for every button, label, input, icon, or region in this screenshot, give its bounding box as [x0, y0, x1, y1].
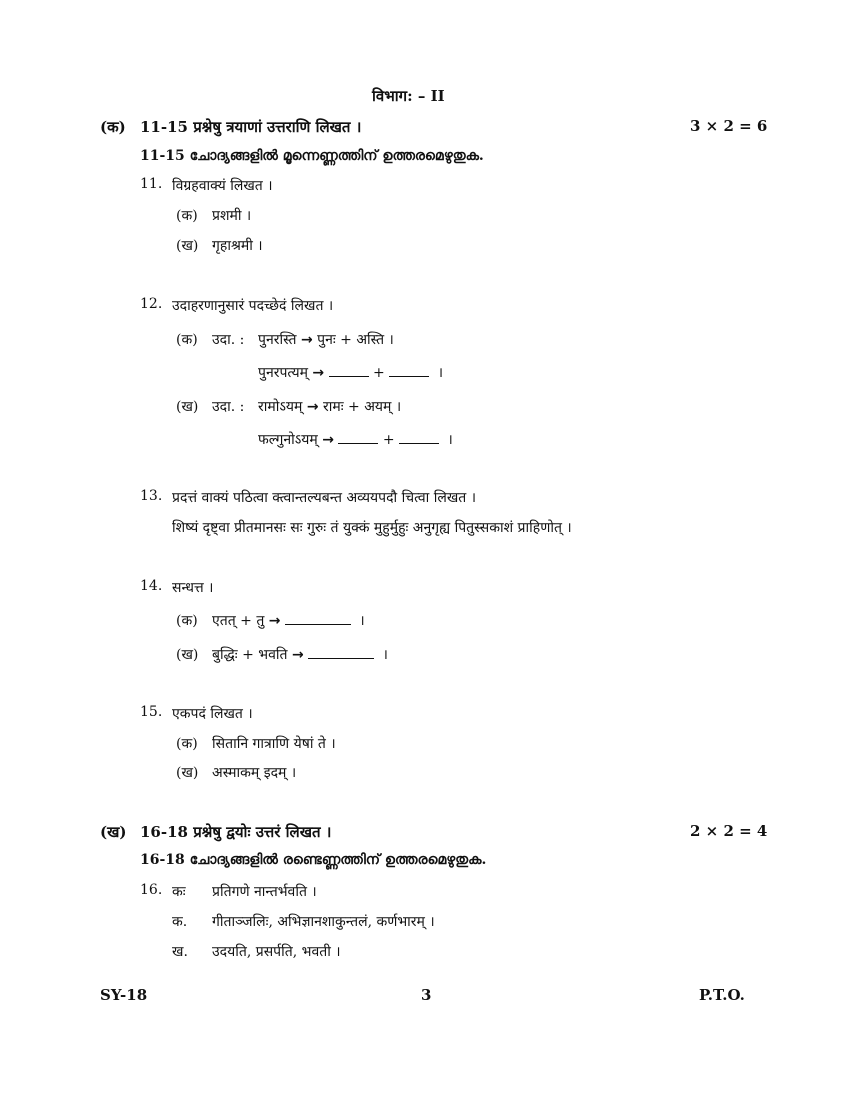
part-b-label: (ख) [100, 823, 127, 841]
arrow-icon: → [300, 332, 313, 348]
footer-page-number: 3 [421, 986, 432, 1004]
q12-a-example-rhs: पुनः + अस्ति । [317, 332, 394, 348]
part-a-label: (क) [100, 118, 126, 136]
part-a-marks: 3 × 2 = 6 [690, 117, 768, 135]
plus-sign: + [373, 365, 385, 381]
danda: । [447, 432, 453, 448]
q14-a [212, 611, 365, 630]
q12-b-question-word: फल्गुनोऽयम् [258, 432, 318, 448]
q12-b-question [258, 430, 453, 449]
q12-a-example [258, 330, 394, 349]
q15-b-text: अस्माकम् इदम् । [212, 765, 297, 781]
q15-b-label: (ख) [176, 765, 199, 781]
q12-a-uda: उदा. : [212, 332, 245, 348]
q14-text: सन्धत्त । [172, 580, 214, 596]
q14-a-label: (क) [176, 613, 198, 629]
q16-number: 16. [140, 882, 163, 898]
q12-b-example [258, 397, 401, 416]
q11-number: 11. [140, 176, 163, 192]
answer-blank[interactable] [338, 431, 378, 444]
q13-sentence: शिष्यं दृष्ट्वा प्रीतमानसः सः गुरुः तं युक्कं मुहुर्मुहुः अनुगृह्य पितुस्सकाशं प्राहिणोत् । [172, 520, 572, 536]
danda: । [382, 647, 388, 663]
q14-b-text: बुद्धिः + भवति [212, 647, 288, 663]
answer-blank[interactable] [308, 646, 374, 659]
q11-a-text: प्रशमी । [212, 208, 252, 224]
q13-number: 13. [140, 488, 163, 504]
q16-b-label: ख. [172, 944, 188, 960]
answer-blank[interactable] [329, 364, 369, 377]
answer-blank[interactable] [389, 364, 429, 377]
q15-number: 15. [140, 704, 163, 720]
q16-text: प्रतिगणे नान्तर्भवति । [212, 884, 317, 900]
danda: । [359, 613, 365, 629]
q15-a-label: (क) [176, 736, 198, 752]
q12-b-example-lhs: रामोऽयम् [258, 399, 303, 415]
q16-a-label: क. [172, 914, 188, 930]
arrow-icon: → [291, 647, 304, 663]
answer-blank[interactable] [285, 612, 351, 625]
part-a-malayalam-instruction: 11-15 ചോദ്യങ്ങളിൽ മൂന്നെണ്ണത്തിന് ഉത്തരമെഴുതുക. [140, 148, 484, 164]
q14-b [212, 645, 388, 664]
q11-b-text: गृहाश्रमी । [212, 238, 263, 254]
q12-a-question [258, 363, 443, 382]
q15-a-text: सितानि गात्राणि येषां ते । [212, 736, 336, 752]
q12-a-question-word: पुनरपत्यम् [258, 365, 308, 381]
part-b-malayalam-instruction: 16-18 ചോദ്യങ്ങളിൽ രണ്ടെണ്ണത്തിന് ഉത്തരമെഴുതുക. [140, 852, 487, 868]
q15-text: एकपदं लिखत । [172, 706, 253, 722]
q13-text: प्रदत्तं वाक्यं पठित्वा क्त्वान्तल्यबन्त अव्ययपदौ चित्वा लिखत । [172, 490, 477, 506]
section-title: विभाग: – II [372, 87, 445, 105]
q12-a-label: (क) [176, 332, 198, 348]
q12-number: 12. [140, 296, 163, 312]
danda: । [437, 365, 443, 381]
q12-a-example-lhs: पुनरस्ति [258, 332, 297, 348]
q12-text: उदाहरणानुसारं पदच्छेदं लिखत । [172, 298, 334, 314]
q14-number: 14. [140, 578, 163, 594]
q12-b-example-rhs: रामः + अयम् । [323, 399, 402, 415]
footer-code: SY-18 [100, 986, 148, 1004]
q12-b-uda: उदा. : [212, 399, 245, 415]
arrow-icon: → [306, 399, 319, 415]
q11-b-label: (ख) [176, 238, 199, 254]
plus-sign: + [382, 432, 395, 448]
part-b-instruction: 16-18 प्रश्नेषु द्वयोः उत्तरं लिखत । [140, 823, 332, 841]
answer-blank[interactable] [399, 431, 439, 444]
arrow-icon: → [312, 365, 325, 381]
arrow-icon: → [268, 613, 281, 629]
q11-text: विग्रहवाक्यं लिखत । [172, 178, 273, 194]
q16-a-text: गीताञ्जलिः, अभिज्ञानशाकुन्तलं, कर्णभारम् । [212, 914, 435, 930]
q12-b-label: (ख) [176, 399, 199, 415]
q14-b-label: (ख) [176, 647, 199, 663]
arrow-icon: → [322, 432, 334, 448]
part-b-marks: 2 × 2 = 4 [690, 822, 768, 840]
q16-ka: कः [172, 884, 186, 900]
footer-pto: P.T.O. [699, 986, 745, 1004]
q14-a-text: एतत् + तु [212, 613, 265, 629]
q16-b-text: उदयति, प्रसर्पति, भवती । [212, 944, 341, 960]
q11-a-label: (क) [176, 208, 198, 224]
part-a-instruction: 11-15 प्रश्नेषु त्रयाणां उत्तराणि लिखत । [140, 118, 362, 136]
